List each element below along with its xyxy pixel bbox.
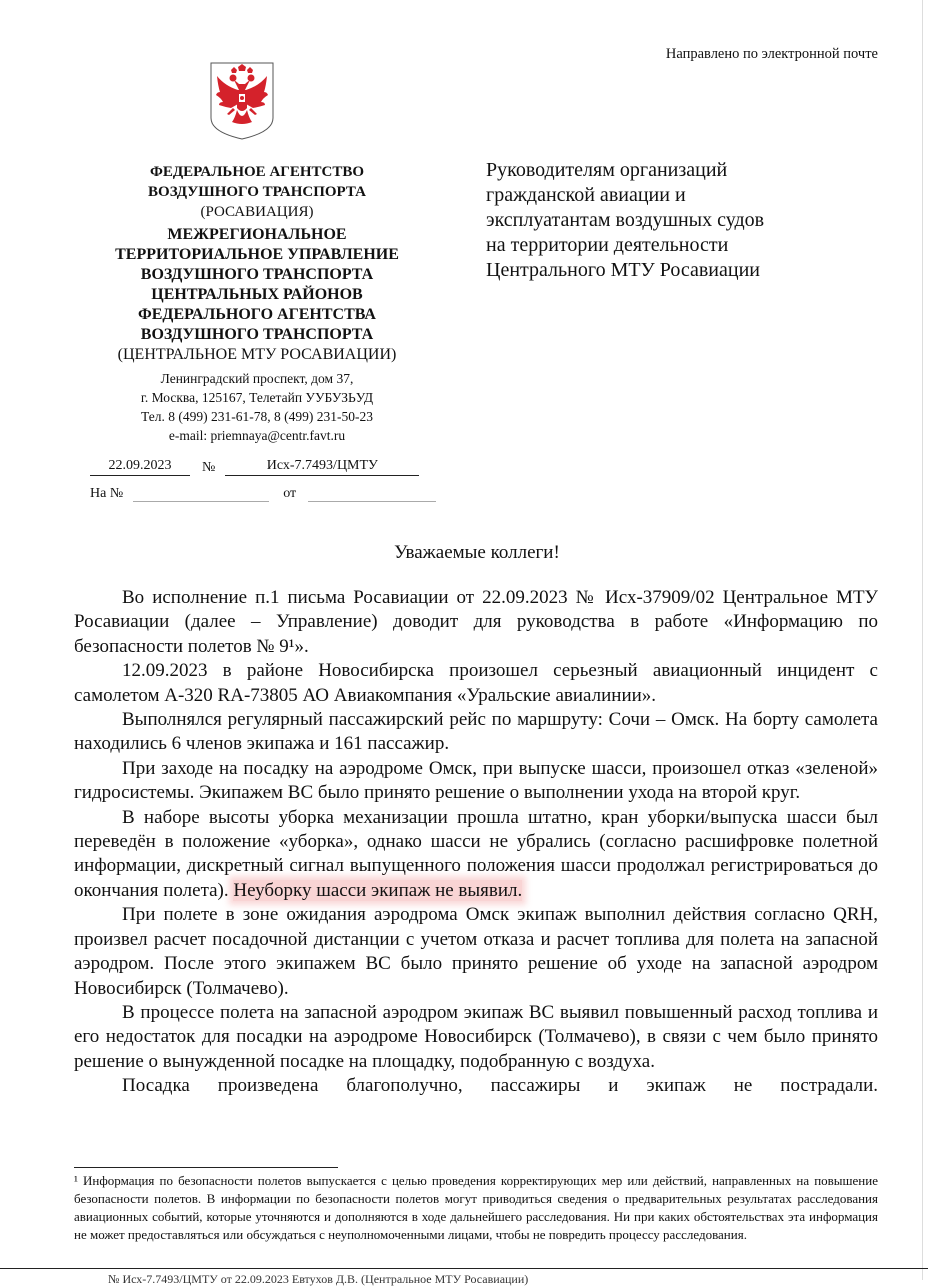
- greeting: Уважаемые коллеги!: [394, 542, 560, 563]
- paragraph-8: Посадка произведена благополучно, пассажиры и экипаж не пострадали.: [122, 1075, 878, 1097]
- page-edge: [922, 0, 923, 1280]
- outgoing-date: 22.09.2023: [90, 458, 190, 476]
- coat-of-arms-emblem: [209, 62, 275, 140]
- agency-abbreviation: (РОСАВИАЦИЯ): [200, 204, 314, 220]
- paragraph-3: Выполнялся регулярный пассажирский рейс по маршруту: Сочи – Омск. На борту самолета находились 6 членов экипажа и 161 пассажир.: [74, 709, 878, 755]
- paragraph-2: 12.09.2023 в районе Новосибирска произошел серьезный авиационный инцидент с самолетом А-320 RA-73805 АО Авиакомпания «Уральские авиалинии».: [74, 660, 878, 706]
- paragraph-4: При заходе на посадку на аэродроме Омск, при выпуске шасси, произошел отказ «зеленой» гидросистемы. Экипажем ВС было принято решение о выполнении ухода на второй круг.: [74, 757, 878, 804]
- mtu-name-line2: ТЕРРИТОРИАЛЬНОЕ УПРАВЛЕНИЕ: [115, 246, 399, 263]
- mtu-name-line3: ВОЗДУШНОГО ТРАНСПОРТА: [140, 266, 374, 283]
- paragraph-7: В процессе полета на запасной аэродром экипаж ВС выявил повышенный расход топлива и его недостаток для посадки на аэродроме Новосибирск (Толмачево), в связи с чем было принято решение о вынужденной посадке на площадку, подобранную с воздуха.: [74, 1001, 878, 1072]
- recipient-line2: гражданской авиации и: [486, 184, 686, 206]
- recipient-line5: Центрального МТУ Росавиации: [486, 259, 760, 281]
- reply-number-field: [133, 484, 269, 502]
- paragraph-1: Во исполнение п.1 письма Росавиации от 22.09.2023 № Исх-37909/02 Центральное МТУ Росавиации (далее – Управление) доводит для руководства в работе «Информацию по безопасности полетов № 9¹».: [74, 587, 878, 657]
- reply-number-label: На №: [90, 486, 124, 501]
- recipient-line1: Руководителям организаций: [486, 159, 728, 181]
- mtu-name-line1: МЕЖРЕГИОНАЛЬНОЕ: [167, 226, 347, 243]
- mtu-name-line5: ФЕДЕРАЛЬНОГО АГЕНТСТВА: [138, 306, 376, 323]
- agency-name-line1: ФЕДЕРАЛЬНОЕ АГЕНТСТВО: [149, 164, 365, 180]
- recipient-line3: эксплуатантам воздушных судов: [486, 209, 765, 231]
- reply-registration-row: [90, 484, 436, 502]
- footnote-divider: [74, 1167, 338, 1168]
- mtu-name-line6: ВОЗДУШНОГО ТРАНСПОРТА: [140, 326, 374, 343]
- cut-off-bottom-text: № Исх-7.7493/ЦМТУ от 22.09.2023 Евтухов Д.В. (Центральное МТУ Росавиации): [108, 1272, 529, 1286]
- number-label: №: [202, 460, 216, 475]
- agency-name-line2: ВОЗДУШНОГО ТРАНСПОРТА: [148, 184, 366, 200]
- footnote: ¹ Информация по безопасности полетов выпускается с целью проведения корректирующих мер или действий, направленных на повышение безопасности полетов. В информации по безопасности полетов могут приводиться сведения о предварительных результатах расследования авиационных событий, которые уточняются и дополняются в ходе дальнейшего расследования. Ни при каких обстоятельствах эта информация не может предоставляться или обсуждаться с неуполномоченными лицами, чтобы не повредить процессу расследования.: [74, 1173, 878, 1242]
- letter-body: [74, 586, 878, 1099]
- address-line1: Ленинградский проспект, дом 37,: [160, 371, 354, 386]
- paragraph-6: При полете в зоне ожидания аэродрома Омск экипаж выполнил действия согласно QRH, произвел расчет посадочной дистанции с учетом отказа и расчет топлива для полета на запасной аэродром. После этого экипажем ВС было принято решение об уходе на запасной аэродром Новосибирск (Толмачево).: [74, 904, 878, 999]
- mtu-name-line4: ЦЕНТРАЛЬНЫХ РАЙОНОВ: [151, 286, 363, 303]
- sender-block: [82, 162, 432, 445]
- phone-line: Тел. 8 (499) 231-61-78, 8 (499) 231-50-23: [141, 409, 373, 424]
- mtu-abbreviation: (ЦЕНТРАЛЬНОЕ МТУ РОСАВИАЦИИ): [117, 346, 397, 363]
- paragraph-5-text: В наборе высоты уборка механизации прошла штатно, кран уборки/выпуска шасси был переведён в положение «уборка», однако шасси не убрались (согласно расшифровке полетной информации, дискретный сигнал выпущенного положения шасси продолжал регистрироваться до окончания полета).: [74, 806, 878, 901]
- outgoing-number: Исх-7.7493/ЦМТУ: [225, 458, 419, 476]
- outgoing-registration-row: [90, 458, 419, 476]
- email-line: e-mail: priemnaya@centr.favt.ru: [168, 428, 346, 443]
- address-line2: г. Москва, 125167, Телетайп УУБУЗЬУД: [140, 390, 374, 405]
- recipient-block: [486, 158, 896, 283]
- highlighted-sentence: Неуборку шасси экипаж не выявил.: [233, 879, 523, 901]
- recipient-line4: на территории деятельности: [486, 234, 729, 256]
- sent-by-email-note: Направлено по электронной почте: [665, 46, 878, 62]
- reply-date-field: [308, 484, 436, 502]
- reply-from-label: от: [283, 486, 297, 501]
- paragraph-5: [74, 806, 878, 904]
